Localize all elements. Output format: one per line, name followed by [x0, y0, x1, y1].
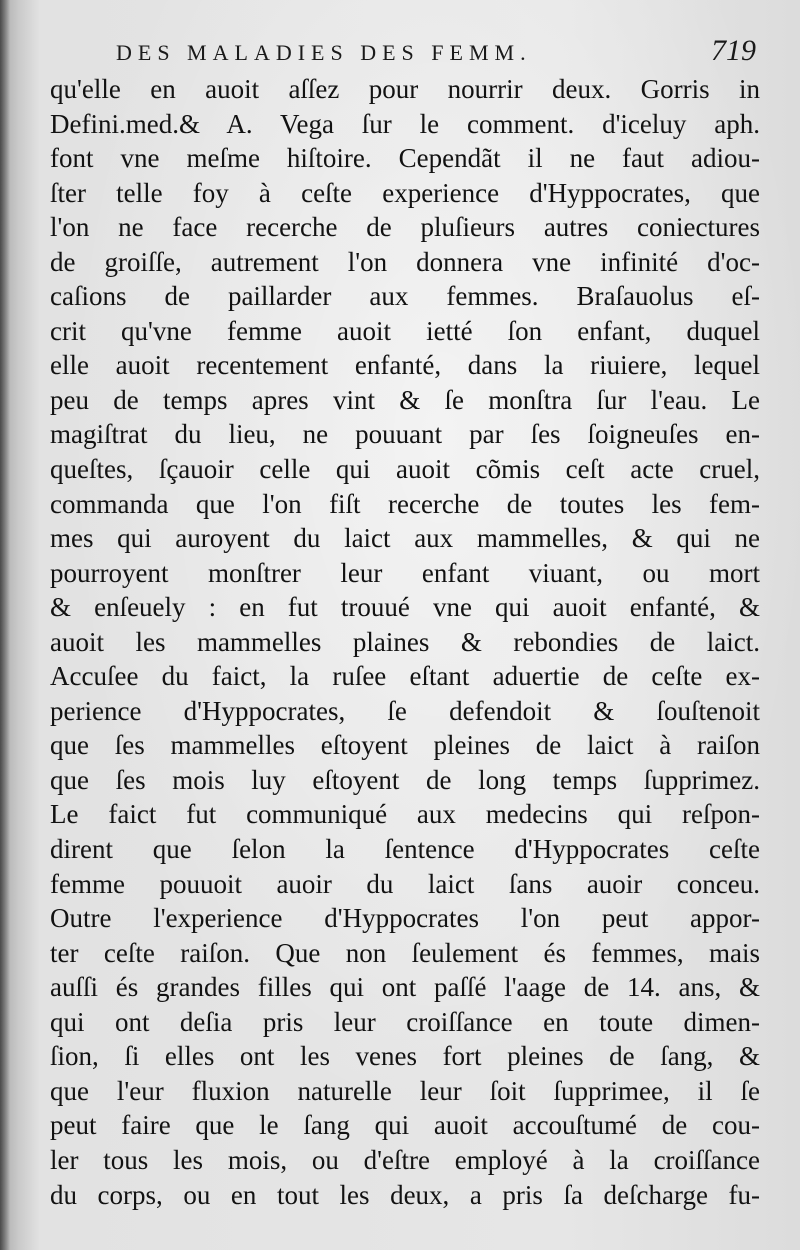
text-line: ſter telle foy à ceſte experience d'Hyppocrates, que: [50, 177, 760, 208]
text-line: font vne meſme hiſtoire. Cependãt il ne faut adiou-: [50, 143, 760, 174]
text-line: mes qui auroyent du laict aux mammelles, & qui ne: [50, 523, 760, 554]
text-line: que ſes mammelles eſtoyent pleines de laict à raiſon: [50, 730, 760, 761]
text-line: l'on ne face recerche de pluſieurs autres coniectures: [50, 212, 760, 243]
text-line: perience d'Hyppocrates, ſe defendoit & ſouſtenoit: [50, 695, 760, 726]
text-line: peut faire que le ſang qui auoit accouſtumé de cou-: [50, 1110, 760, 1141]
text-line: & enſeuely : en fut trouué vne qui auoit enfanté, &: [50, 592, 760, 623]
text-line: commanda que l'on fiſt recerche de toutes les fem-: [50, 488, 760, 519]
text-line: Le faict fut communiqué aux medecins qui reſpon-: [50, 799, 760, 830]
text-line: ter ceſte raiſon. Que non ſeulement és femmes, mais: [50, 937, 760, 968]
text-line: ſion, ſi elles ont les venes fort pleines de ſang, &: [50, 1041, 760, 1072]
running-title: DES MALADIES DES FEMM.: [116, 40, 532, 65]
text-line: elle auoit recentement enfanté, dans la riuiere, lequel: [50, 350, 760, 381]
text-line: peu de temps apres vint & ſe monſtra ſur l'eau. Le: [50, 384, 760, 415]
text-line: auoit les mammelles plaines & rebondies de laict.: [50, 626, 760, 657]
text-line: caſions de paillarder aux femmes. Braſauolus eſ-: [50, 281, 760, 312]
text-line: de groiſſe, autrement l'on donnera vne infinité d'oc-: [50, 246, 760, 277]
text-line: ler tous les mois, ou d'eſtre employé à la croiſſance: [50, 1144, 760, 1175]
page-number: 719: [711, 34, 756, 67]
text-line: que l'eur fluxion naturelle leur ſoit ſupprimee, il ſe: [50, 1075, 760, 1106]
text-line: Defini.med.& A. Vega ſur le comment. d'iceluy aph.: [50, 108, 760, 139]
text-line: que ſes mois luy eſtoyent de long temps ſupprimez.: [50, 764, 760, 795]
text-line: qu'elle en auoit aſſez pour nourrir deux. Gorris in: [50, 74, 760, 104]
gutter-shadow: [0, 0, 10, 1250]
text-line: queſtes, ſçauoir celle qui auoit cõmis ceſt acte cruel,: [50, 454, 760, 485]
text-line: Outre l'experience d'Hyppocrates l'on peut appor-: [50, 903, 760, 934]
body-text: [50, 72, 760, 1212]
text-line: femme pouuoit auoir du laict ſans auoir conceu.: [50, 868, 760, 899]
text-line: Accuſee du faict, la ruſee eſtant aduertie de ceſte ex-: [50, 661, 760, 692]
text-line: du corps, ou en tout les deux, a pris ſa deſcharge fu-: [50, 1179, 760, 1210]
text-line: pourroyent monſtrer leur enfant viuant, ou mort: [50, 557, 760, 588]
page-header: [116, 34, 756, 74]
text-line: magiſtrat du lieu, ne pouuant par ſes ſoigneuſes en-: [50, 419, 760, 450]
text-line: qui ont deſia pris leur croiſſance en toute dimen-: [50, 1006, 760, 1037]
text-line: crit qu'vne femme auoit ietté ſon enfant, duquel: [50, 315, 760, 346]
text-line: dirent que ſelon la ſentence d'Hyppocrates ceſte: [50, 834, 760, 865]
text-line: auſſi és grandes filles qui ont paſſé l'aage de 14. ans, &: [50, 972, 760, 1003]
